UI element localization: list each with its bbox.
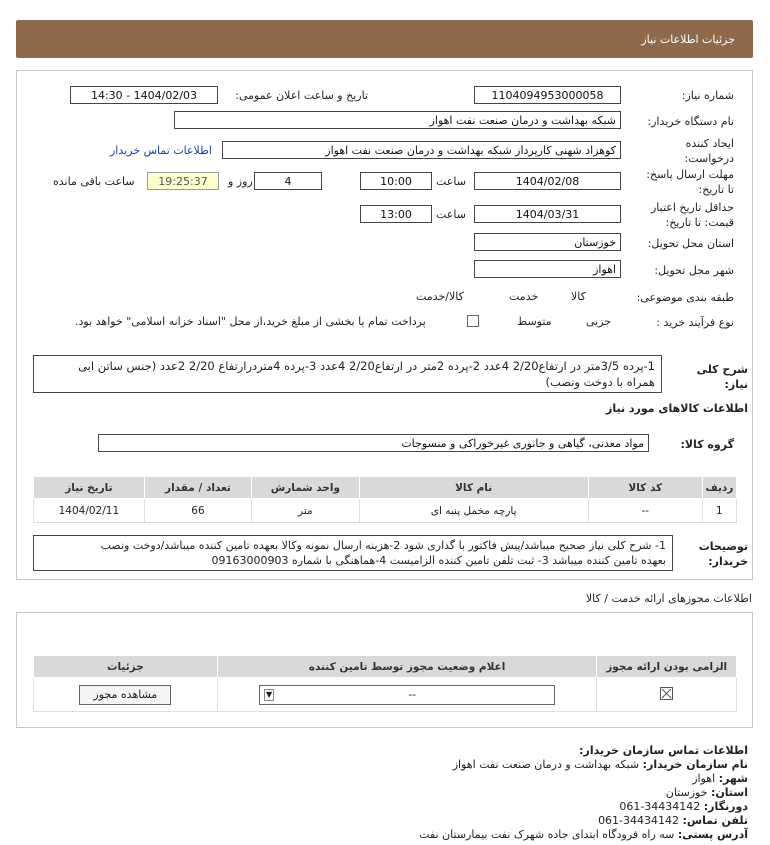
category-goods-label: کالا	[571, 290, 586, 303]
contact-province-label: استان:	[711, 786, 748, 799]
process-minor-label: جزیی	[586, 315, 612, 328]
category-service-label: خدمت	[509, 290, 539, 303]
chevron-down-icon: ▼	[266, 689, 273, 699]
buyer-label: نام دستگاه خریدار:	[647, 115, 734, 128]
contact-fax-value: 061-34434142	[619, 800, 701, 813]
cell-row: 1	[702, 499, 736, 523]
page-title: جزئیات اطلاعات نیاز	[641, 32, 735, 46]
deadline-date-field: 1404/02/08	[474, 172, 621, 190]
contact-address-label: آدرس پستی:	[677, 828, 748, 841]
goods-group-label: گروه کالا:	[680, 438, 734, 451]
notes-line-1: 1- شرح کلی نیاز صحیح میباشد/پیش فاکتور با گذاری شود 2-هزینه ارسال نمونه وکالا بعهده تامین کننده میباشد/دوخت ونصب	[100, 539, 666, 552]
contact-block	[419, 744, 748, 842]
contact-city-value: اهواز	[692, 772, 716, 785]
cell-name: پارچه مخمل پنبه ای	[359, 499, 588, 523]
col-row: ردیف	[702, 477, 736, 499]
permit-status-select[interactable]	[259, 685, 555, 705]
contact-title: اطلاعات تماس سازمان خریدار:	[579, 744, 748, 757]
creator-label-line1: ایجاد کننده	[685, 137, 734, 150]
validity-label-line2: قیمت: تا تاریخ:	[665, 216, 734, 229]
col-unit: واحد شمارش	[252, 477, 359, 499]
summary-label-line2: نیاز:	[724, 378, 748, 391]
permit-status-value: --	[408, 688, 416, 701]
goods-table	[33, 476, 737, 523]
remaining-time-field: 19:25:37	[147, 172, 219, 190]
deadline-time-field: 10:00	[360, 172, 432, 190]
contact-province-value: خوزستان	[665, 786, 708, 799]
buyer-field: شبکه بهداشت و درمان صنعت نفت اهواز	[174, 111, 621, 129]
notes-box	[33, 535, 673, 571]
announce-label: تاریخ و ساعت اعلان عمومی:	[235, 89, 368, 102]
validity-date-field: 1404/03/31	[474, 205, 621, 223]
treasury-checkbox[interactable]	[467, 315, 479, 327]
cell-code: --	[588, 499, 702, 523]
notes-label-line2: خریدار:	[708, 555, 748, 568]
cell-quantity: 66	[144, 499, 251, 523]
process-medium-label: متوسط	[517, 315, 552, 328]
permits-table	[33, 655, 737, 712]
validity-label-line1: حداقل تاریخ اعتبار	[650, 201, 734, 214]
days-label: روز و	[228, 175, 253, 188]
col-quantity: تعداد / مقدار	[144, 477, 251, 499]
remaining-label: ساعت باقی مانده	[53, 175, 135, 188]
contact-address-value: سه راه فرودگاه ابتدای جاده شهرک نفت بیمارستان نفت	[419, 828, 675, 841]
page-header	[16, 20, 753, 58]
summary-label-line1: شرح کلی	[696, 363, 748, 376]
creator-label-line2: درخواست:	[684, 152, 734, 165]
summary-line-2: همراه با دوخت ونصب)	[545, 375, 655, 389]
treasury-note: پرداخت تمام یا بخشی از مبلغ خرید،از محل "اسناد خزانه اسلامی" خواهد بود.	[75, 315, 426, 328]
table-row	[34, 499, 737, 523]
validity-time-label: ساعت	[436, 208, 466, 221]
city-field: اهواز	[474, 260, 621, 278]
process-label: نوع فرآیند خرید :	[656, 316, 734, 329]
category-label: طبقه بندی موضوعی:	[636, 291, 734, 304]
col-permit-required: الزامی بودن ارائه مجوز	[597, 656, 737, 678]
announce-field: 1404/02/03 - 14:30	[70, 86, 218, 104]
goods-table-header	[34, 477, 737, 499]
days-field: 4	[254, 172, 322, 190]
notes-label-line1: توضیحات	[698, 540, 748, 553]
summary-line-1: 1-پرده 3/5متر در ارتفاع2/20 4عدد 2-پرده 2متر در ارتفاع2/20 4عدد 3-پرده 4متردرارتفاع 2/20 2عدد (جنس ساتن ابی	[78, 359, 655, 373]
permits-section-title: اطلاعات مجوزهای ارائه خدمت / کالا	[585, 592, 752, 605]
summary-box	[33, 355, 662, 393]
col-permit-details: جزئیات	[34, 656, 218, 678]
col-date: تاریخ نیاز	[34, 477, 145, 499]
contact-phone-label: تلفن تماس:	[682, 814, 748, 827]
cell-unit: متر	[252, 499, 359, 523]
need-number-field: 1104094953000058	[474, 86, 621, 104]
contact-org-value: شبکه بهداشت و درمان صنعت نفت اهواز	[452, 758, 640, 771]
buyer-contact-link[interactable]: اطلاعات تماس خریدار	[110, 144, 212, 157]
col-name: نام کالا	[359, 477, 588, 499]
goods-group-field: مواد معدنی، گیاهی و جانوری غیرخوراکی و منسوجات	[98, 434, 649, 452]
validity-time-field: 13:00	[360, 205, 432, 223]
notes-line-2: بعهده تامین کننده میباشد 3- ثبت تلفن تامین کننده الزامیست 4-هماهنگی با شماره 09163000903	[211, 554, 666, 567]
province-field: خوزستان	[474, 233, 621, 251]
creator-field: کوهزاد شهنی کارپرداز شبکه بهداشت و درمان صنعت نفت اهواز	[222, 141, 621, 159]
permit-row	[34, 678, 737, 712]
deadline-label-line1: مهلت ارسال پاسخ:	[646, 168, 734, 181]
cell-date: 1404/02/11	[34, 499, 145, 523]
contact-city-label: شهر:	[718, 772, 748, 785]
category-goods-service-label: کالا/خدمت	[416, 290, 464, 303]
contact-org-label: نام سازمان خریدار:	[642, 758, 748, 771]
deadline-time-label: ساعت	[436, 175, 466, 188]
permit-required-checkbox-icon	[660, 687, 673, 703]
need-number-label: شماره نیاز:	[681, 89, 734, 102]
deadline-label-line2: تا تاریخ:	[698, 183, 734, 196]
city-label: شهر محل تحویل:	[654, 264, 734, 277]
contact-phone-value: 061-34434142	[598, 814, 680, 827]
permits-table-header	[34, 656, 737, 678]
goods-section-title: اطلاعات کالاهای مورد نیاز	[606, 402, 748, 415]
view-permit-button[interactable]: مشاهده مجوز	[79, 685, 171, 705]
col-code: کد کالا	[588, 477, 702, 499]
province-label: استان محل تحویل:	[647, 237, 734, 250]
contact-fax-label: دورنگار:	[703, 800, 748, 813]
col-permit-status: اعلام وضعیت مجوز توسط تامین کننده	[217, 656, 597, 678]
